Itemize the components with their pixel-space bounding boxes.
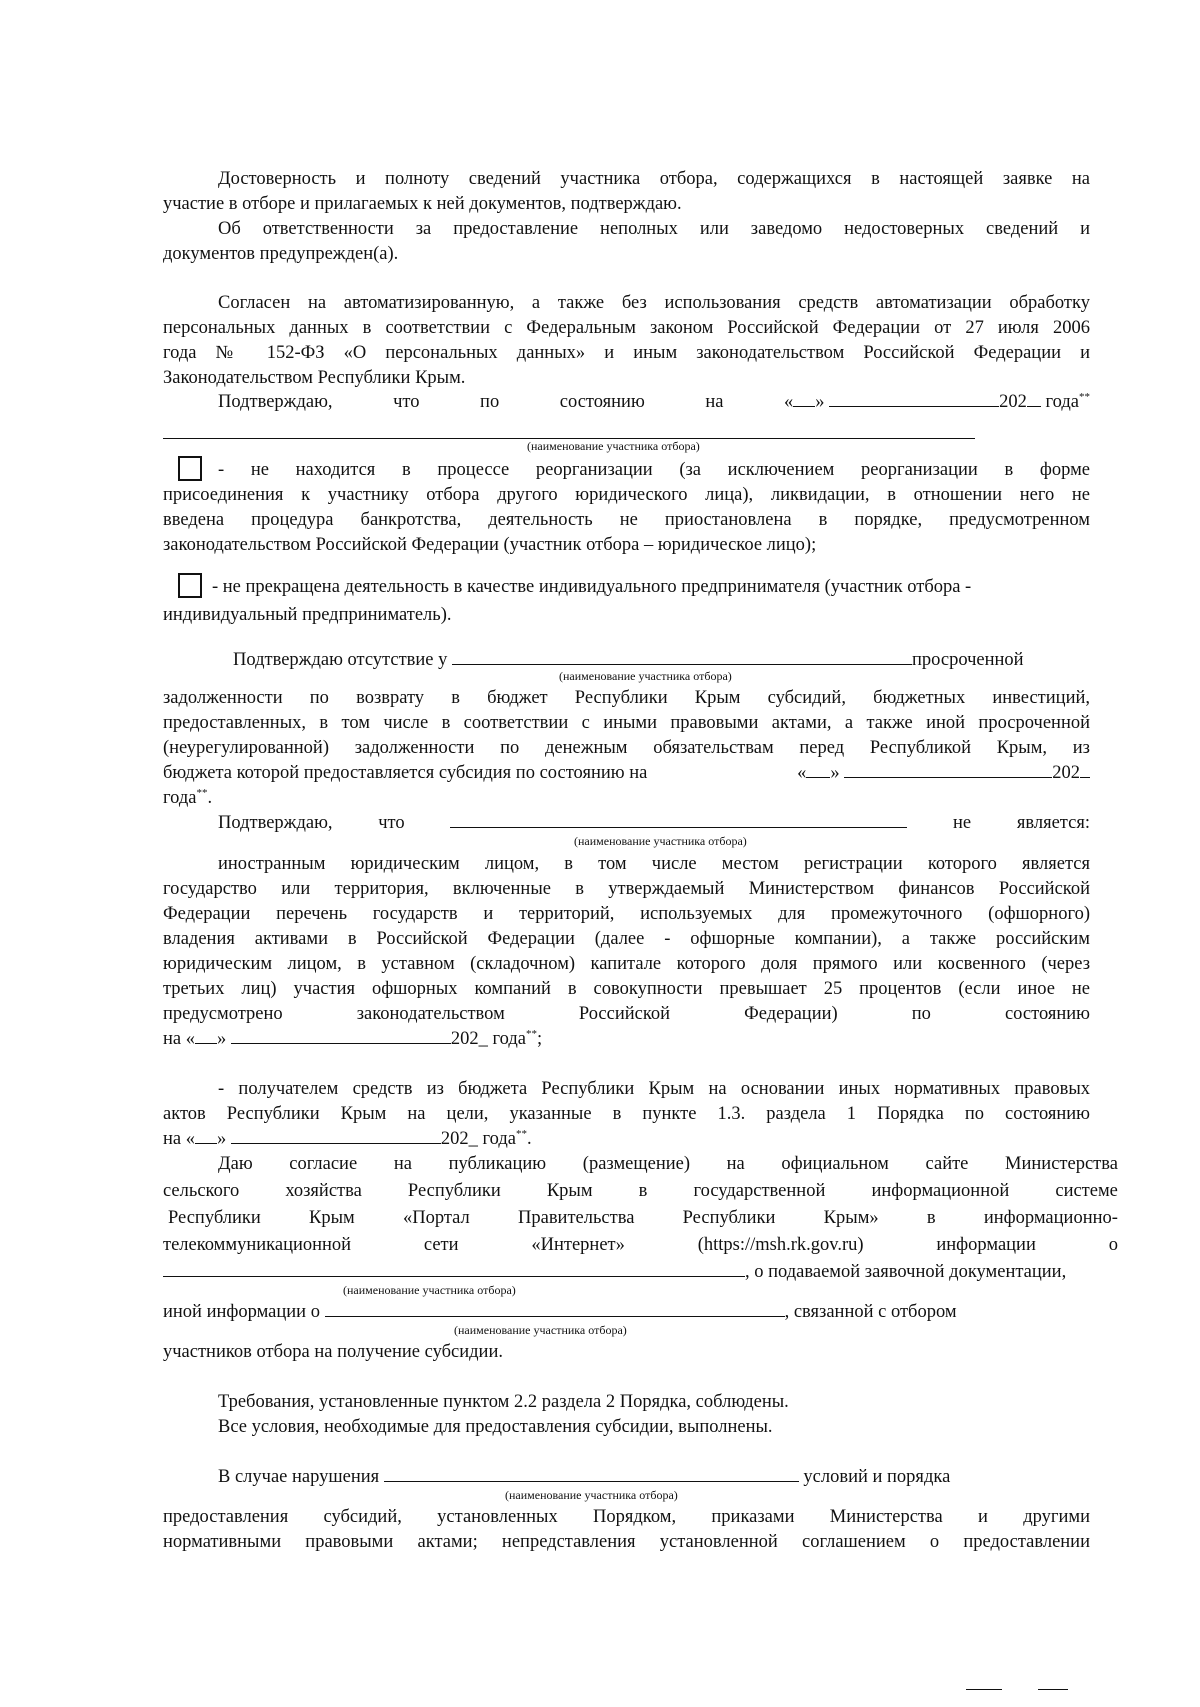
offshore-text-line5: юридическим лицом, в уставном (складочном) капитале которого доля прямого или косвенного (через (163, 954, 1090, 974)
offshore-text-line6: третьих лиц) участия офшорных компаний в совокупности превышает 25 процентов (если иное не (163, 979, 1090, 999)
debt-text-line4: бюджета которой предоставляется субсидия по состоянию на « » 202 (163, 761, 1090, 785)
debt-text-line2: предоставленных, в том числе в соответствии с иными правовыми актами, а также иной просроченной (163, 713, 1090, 733)
paragraph-responsibility: Об ответственности за предоставление неполных или заведомо недостоверных сведений и (218, 219, 1090, 239)
conditions-met: Все условия, необходимые для предоставления субсидии, выполнены. (218, 1417, 773, 1437)
checkbox-legal-entity-line3: введена процедура банкротства, деятельность не приостановлена в порядке, предусмотренном (163, 510, 1090, 530)
not-offshore-caption: (наименование участника отбора) (574, 834, 747, 848)
violation-caption: (наименование участника отбора) (505, 1488, 678, 1502)
checkbox-ie-line2: индивидуальный предприниматель). (163, 605, 452, 625)
offshore-text-line3: Федерации перечень государств и территорий, используемых для промежуточного (офшорного) (163, 904, 1090, 924)
publication-line5: , о подаваемой заявочной документации, (163, 1260, 1118, 1284)
paragraph-responsibility-cont: документов предупрежден(а). (163, 244, 399, 264)
confirm-status-line: Подтверждаю, что по состоянию на « » 202 года** (218, 390, 1090, 412)
date-field: « » 202 года** (784, 390, 1090, 412)
paragraph-consent-line2: персональных данных в соответствии с Федеральным законом Российской Федерации от 27 июля 2006 (163, 318, 1090, 338)
publication-line3: Республики Крым «Портал Правительства Республики Крым» в информационно- (168, 1208, 1118, 1228)
publication-line6: иной информации о , связанной с отбором (163, 1302, 957, 1322)
participant-name-caption: (наименование участника отбора) (527, 439, 700, 453)
offshore-date: на « » 202_ года**; (163, 1027, 543, 1049)
checkbox-legal-entity-label: - не находится в процессе реорганизации (за исключением реорганизации в форме (218, 460, 1090, 480)
offshore-text-line1: иностранным юридическим лицом, в том числе местом регистрации которого является (218, 854, 1090, 874)
checkbox-legal-entity[interactable] (178, 456, 202, 481)
checkbox-individual-entrepreneur[interactable] (178, 573, 202, 598)
paragraph-reliability: Достоверность и полноту сведений участника отбора, содержащихся в настоящей заявке на (218, 169, 1090, 189)
paragraph-consent: Согласен на автоматизированную, а также без использования средств автоматизации обработку (218, 293, 1090, 313)
recipient-date: на « » 202_ года**. (163, 1127, 532, 1149)
publication-line4: телекоммуникационной сети «Интернет» (https://msh.rk.gov.ru) информации о (163, 1235, 1118, 1255)
debt-text-line1: задолженности по возврату в бюджет Республики Крым субсидий, бюджетных инвестиций, (163, 688, 1090, 708)
publication-line2: сельского хозяйства Республики Крым в государственной информационной системе (163, 1181, 1118, 1201)
violation-line: В случае нарушения условий и порядка (218, 1467, 951, 1487)
debt-date-field: « » 202 (797, 761, 1090, 785)
violation-text-line2: нормативными правовыми актами; непредставления установленной соглашением о предоставлении (163, 1532, 1090, 1552)
footer-mark-1 (966, 1689, 1002, 1690)
not-offshore-line: Подтверждаю, что не является: (218, 813, 1090, 833)
recipient-line2: актов Республики Крым на цели, указанные в пункте 1.3. раздела 1 Порядка по состоянию (163, 1104, 1090, 1124)
paragraph-consent-line4: Законодательством Республики Крым. (163, 368, 466, 388)
checkbox-legal-entity-line2: присоединения к участнику отбора другого юридического лица), ликвидации, в отношении него не (163, 485, 1090, 505)
debt-text-line3: (неурегулированной) задолженности по денежным обязательствам перед Республикой Крым, из (163, 738, 1090, 758)
publication-caption1: (наименование участника отбора) (343, 1283, 516, 1297)
debt-year: года**. (163, 786, 213, 808)
requirements-met: Требования, установленные пунктом 2.2 раздела 2 Порядка, соблюдены. (218, 1392, 789, 1412)
paragraph-reliability-cont: участие в отборе и прилагаемых к ней документов, подтверждаю. (163, 194, 682, 214)
checkbox-ie-label: - не прекращена деятельность в качестве индивидуального предпринимателя (участник отбора - (212, 577, 972, 597)
publication-line7: участников отбора на получение субсидии. (163, 1342, 503, 1362)
offshore-text-line2: государство или территория, включенные в утверждаемый Министерством финансов Российской (163, 879, 1090, 899)
checkbox-legal-entity-line4: законодательством Российской Федерации (участник отбора – юридическое лицо); (163, 535, 817, 555)
no-debt-line: Подтверждаю отсутствие у просроченной (233, 650, 1024, 670)
violation-text-line1: предоставления субсидий, установленных Порядком, приказами Министерства и другими (163, 1507, 1090, 1527)
offshore-text-line7: предусмотрено законодательством Российской Федерации) по состоянию (163, 1004, 1090, 1024)
paragraph-consent-line3: года № 152-ФЗ «О персональных данных» и иным законодательством Российской Федерации и (163, 343, 1090, 363)
publication-line1: Даю согласие на публикацию (размещение) на официальном сайте Министерства (218, 1154, 1118, 1174)
recipient-line1: - получателем средств из бюджета Республики Крым на основании иных нормативных правовых (218, 1079, 1090, 1099)
no-debt-caption: (наименование участника отбора) (559, 669, 732, 683)
publication-caption2: (наименование участника отбора) (454, 1323, 627, 1337)
offshore-text-line4: владения активами в Российской Федерации (далее - офшорные компании), а также российским (163, 929, 1090, 949)
footer-mark-2 (1038, 1689, 1068, 1690)
